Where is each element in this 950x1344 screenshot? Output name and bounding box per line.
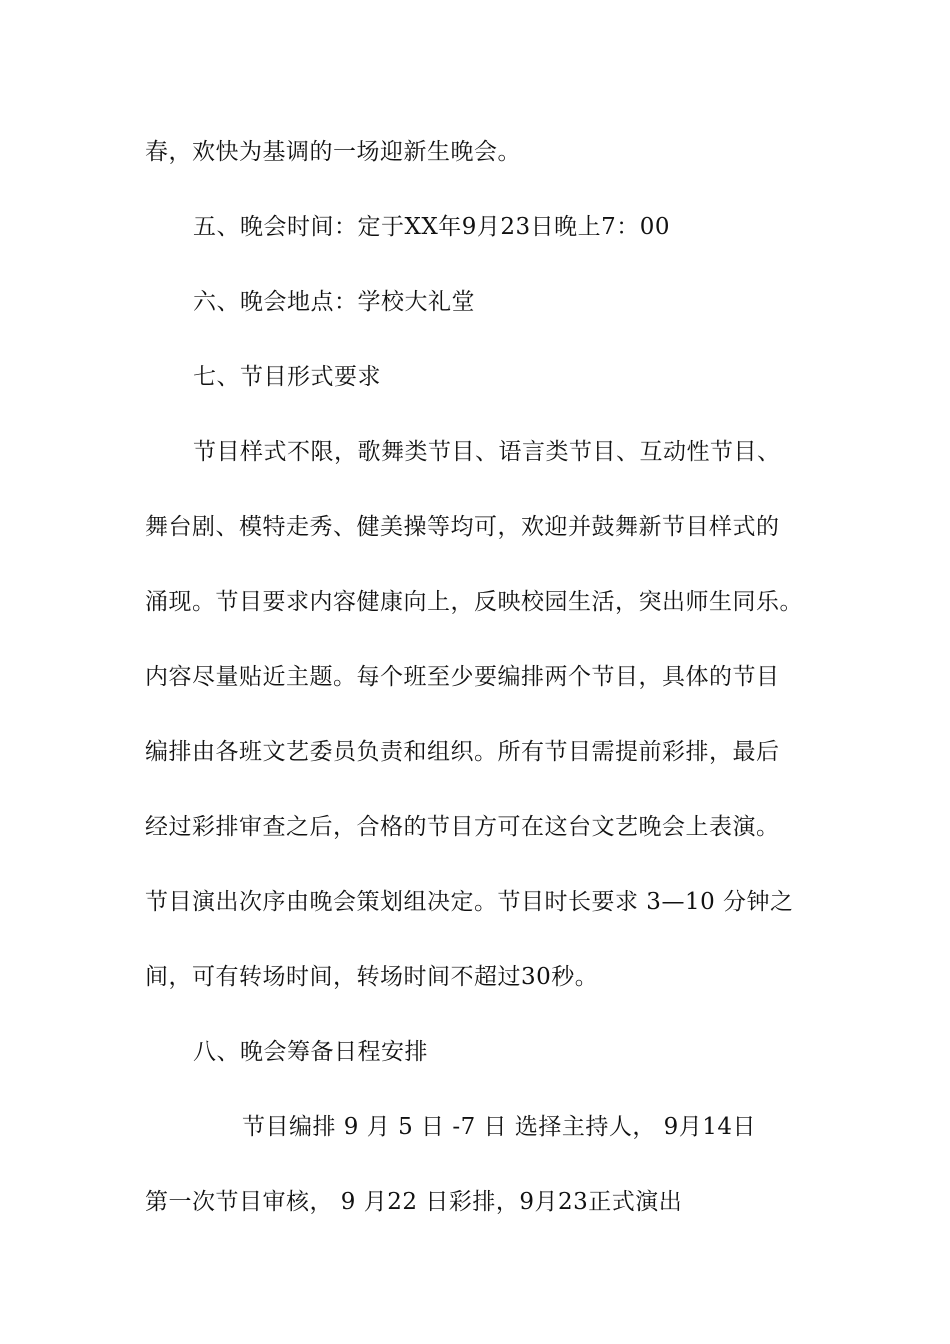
paragraph-line: 经过彩排审查之后，合格的节目方可在这台文艺晚会上表演。 — [145, 814, 780, 840]
section-heading-schedule: 八、晚会筹备日程安排 — [193, 1039, 428, 1065]
section-heading-time: 五、晚会时间：定于XX年9月23日晚上7：00 — [193, 214, 671, 240]
section-heading-program-format: 七、节目形式要求 — [193, 364, 381, 390]
paragraph-line: 涌现。节目要求内容健康向上，反映校园生活，突出师生同乐。 — [145, 589, 803, 615]
section-heading-location: 六、晚会地点：学校大礼堂 — [193, 289, 475, 315]
paragraph-line: 舞台剧、模特走秀、健美操等均可，欢迎并鼓舞新节目样式的 — [145, 514, 780, 540]
paragraph-line: 节目样式不限，歌舞类节目、语言类节目、互动性节目、 — [193, 439, 781, 465]
paragraph-line: 间，可有转场时间，转场时间不超过30秒。 — [145, 964, 599, 990]
paragraph-line: 第一次节目审核， 9 月22 日彩排，9月23正式演出 — [145, 1189, 683, 1215]
paragraph-line: 内容尽量贴近主题。每个班至少要编排两个节目，具体的节目 — [145, 664, 780, 690]
paragraph-line: 节目编排 9 月 5 日 -7 日 选择主持人， 9月14日 — [242, 1114, 757, 1140]
paragraph-line: 编排由各班文艺委员负责和组织。所有节目需提前彩排，最后 — [145, 739, 780, 765]
paragraph-line: 春，欢快为基调的一场迎新生晚会。 — [145, 139, 521, 165]
paragraph-line: 节目演出次序由晚会策划组决定。节目时长要求 3—10 分钟之 — [145, 889, 794, 915]
